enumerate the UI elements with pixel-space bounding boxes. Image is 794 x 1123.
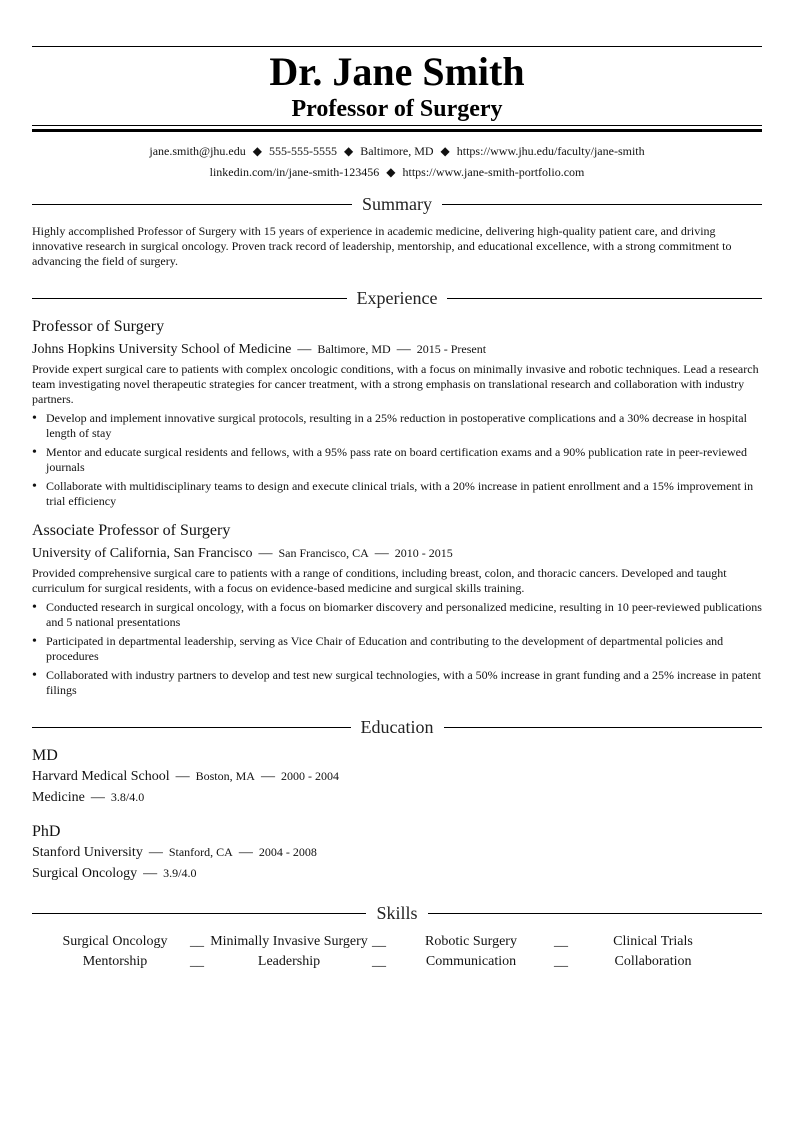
dash-separator: —	[175, 769, 190, 784]
skills-row	[32, 952, 762, 972]
bullet-icon: •	[32, 445, 37, 460]
job-title: Associate Professor of Surgery	[32, 522, 231, 539]
job-dates: 2010 - 2015	[394, 546, 453, 560]
bullet-text: Collaborate with multidisciplinary teams to design and execute clinical trials, with a 20% increase in patient enrollment and a 15% improvement in trial efficiency	[46, 479, 754, 508]
skills-heading	[32, 902, 762, 924]
heading-rule-right	[428, 913, 762, 914]
dash-separator: —	[258, 546, 273, 561]
job-organization: Johns Hopkins University School of Medicine	[32, 342, 292, 357]
bullet-icon: •	[32, 600, 37, 615]
edu-dates: 2000 - 2004	[280, 769, 339, 783]
edu-field-line	[32, 863, 762, 884]
skill-item: Clinical Trials	[613, 934, 693, 949]
bullet-icon: •	[32, 411, 37, 426]
candidate-title: Professor of Surgery	[291, 96, 503, 122]
edu-field: Medicine	[32, 790, 85, 805]
skill-separator-mark: __	[372, 934, 386, 949]
job-org-line	[32, 339, 762, 360]
list-item	[32, 600, 762, 630]
bullet-text: Collaborated with industry partners to develop and test new surgical technologies, with a 50% increase in grant funding and a 25% increase in patent filings	[46, 668, 761, 697]
job-bullets	[32, 600, 762, 698]
candidate-name: Dr. Jane Smith	[269, 49, 525, 94]
heading-rule-right	[447, 298, 762, 299]
summary-text: Highly accomplished Professor of Surgery with 15 years of experience in academic medicine, delivering high-quality patient care, and driving innovative research in surgical oncology. Proven track record of leadership, mentorship, and educational excellence, with a strong commitment to advancing the field of surgery.	[32, 224, 732, 268]
list-item	[32, 445, 762, 475]
education-heading	[32, 716, 762, 738]
bullet-icon: •	[32, 634, 37, 649]
list-item	[32, 411, 762, 441]
job-description: Provide expert surgical care to patients with complex oncologic conditions, with a focus on minimally invasive and robotic techniques. Lead a research team investigating novel therapeutic strategies for cancer treatment, with a strong emphasis on translational research and collaboration with industry partners.	[32, 362, 759, 406]
skills-grid	[32, 932, 762, 972]
diamond-separator-icon: ◆	[440, 144, 450, 158]
education-entry	[32, 822, 762, 884]
bullet-icon: •	[32, 479, 37, 494]
dash-separator: —	[143, 866, 158, 881]
skill-separator-mark: __	[190, 934, 204, 949]
contact-email[interactable]: jane.smith@jhu.edu	[149, 144, 246, 158]
job-location: San Francisco, CA	[278, 546, 369, 560]
skill-separator-mark: __	[190, 954, 204, 969]
list-item	[32, 479, 762, 509]
skill-item: Surgical Oncology	[62, 934, 168, 949]
heading-rule-left	[32, 727, 351, 728]
edu-school-line	[32, 842, 762, 863]
education-heading-label: Education	[360, 717, 434, 737]
resume-page	[32, 46, 762, 972]
heading-rule-left	[32, 913, 366, 914]
experience-entry	[32, 521, 762, 698]
edu-school: Harvard Medical School	[32, 769, 170, 784]
experience-heading-label: Experience	[356, 288, 438, 308]
contact-line-1	[32, 141, 762, 162]
bullet-text: Develop and implement innovative surgical protocols, resulting in a 25% reduction in postoperative complications and a 30% decrease in hospital length of stay	[46, 411, 747, 440]
heading-rule-left	[32, 204, 352, 205]
job-location: Baltimore, MD	[317, 342, 391, 356]
contact-portfolio[interactable]: https://www.jane-smith-portfolio.com	[402, 165, 585, 179]
header-double-rule	[32, 125, 762, 132]
heading-rule-right	[444, 727, 763, 728]
skills-row	[32, 932, 762, 952]
bullet-icon: •	[32, 668, 37, 683]
contact-phone: 555-555-5555	[268, 144, 337, 158]
dash-separator: —	[260, 769, 275, 784]
education-entry	[32, 746, 762, 808]
dash-separator: —	[90, 790, 105, 805]
edu-gpa: 3.8/4.0	[110, 790, 145, 804]
list-item	[32, 668, 762, 698]
skill-separator-mark: __	[372, 954, 386, 969]
skill-separator-mark: __	[554, 934, 568, 949]
job-title: Professor of Surgery	[32, 318, 165, 335]
heading-rule-left	[32, 298, 347, 299]
bullet-text: Participated in departmental leadership, serving as Vice Chair of Education and contributing to the development of departmental policies and procedures	[46, 634, 724, 663]
bullet-text: Mentor and educate surgical residents and fellows, with a 95% pass rate on board certification exams and a 90% publication rate in peer-reviewed journals	[46, 445, 747, 474]
edu-school-line	[32, 766, 762, 787]
skill-separator-mark: __	[554, 954, 568, 969]
skills-heading-label: Skills	[376, 903, 418, 923]
edu-school: Stanford University	[32, 845, 143, 860]
experience-entry	[32, 317, 762, 509]
list-item	[32, 634, 762, 664]
edu-field-line	[32, 787, 762, 808]
diamond-separator-icon: ◆	[386, 165, 396, 179]
job-bullets	[32, 411, 762, 509]
bullet-text: Conducted research in surgical oncology, with a focus on biomarker discovery and personalized medicine, resulting in 10 peer-reviewed publications and 5 national presentations	[46, 600, 762, 629]
job-description: Provided comprehensive surgical care to patients with a range of conditions, including breast, colon, and thoracic cancers. Developed and taught curriculum for surgical residents, with a focus on evidence-based medicine and surgical skills training.	[32, 566, 727, 595]
dash-separator: —	[396, 342, 411, 357]
contact-block	[32, 141, 762, 183]
edu-location: Boston, MA	[195, 769, 255, 783]
summary-heading	[32, 193, 762, 215]
edu-degree: MD	[32, 747, 58, 764]
contact-line-2	[32, 162, 762, 183]
skill-item: Leadership	[257, 954, 321, 969]
diamond-separator-icon: ◆	[252, 144, 262, 158]
dash-separator: —	[148, 845, 163, 860]
dash-separator: —	[374, 546, 389, 561]
edu-field: Surgical Oncology	[32, 866, 138, 881]
skill-item: Robotic Surgery	[425, 934, 517, 949]
dash-separator: —	[297, 342, 312, 357]
job-org-line	[32, 543, 762, 564]
job-dates: 2015 - Present	[416, 342, 487, 356]
edu-location: Stanford, CA	[168, 845, 233, 859]
contact-location: Baltimore, MD	[360, 144, 434, 158]
diamond-separator-icon: ◆	[343, 144, 354, 158]
experience-heading	[32, 287, 762, 309]
edu-dates: 2004 - 2008	[258, 845, 317, 859]
summary-heading-label: Summary	[362, 194, 432, 214]
skill-item: Collaboration	[614, 954, 692, 969]
top-rule	[32, 46, 762, 47]
job-organization: University of California, San Francisco	[32, 546, 253, 561]
heading-rule-right	[442, 204, 762, 205]
edu-degree: PhD	[32, 823, 61, 840]
skill-item: Minimally Invasive Surgery	[210, 934, 368, 949]
contact-linkedin[interactable]: linkedin.com/in/jane-smith-123456	[209, 165, 380, 179]
contact-website[interactable]: https://www.jhu.edu/faculty/jane-smith	[456, 144, 645, 158]
edu-gpa: 3.9/4.0	[163, 866, 197, 880]
skill-item: Communication	[425, 954, 517, 969]
dash-separator: —	[238, 845, 253, 860]
skill-item: Mentorship	[82, 954, 148, 969]
